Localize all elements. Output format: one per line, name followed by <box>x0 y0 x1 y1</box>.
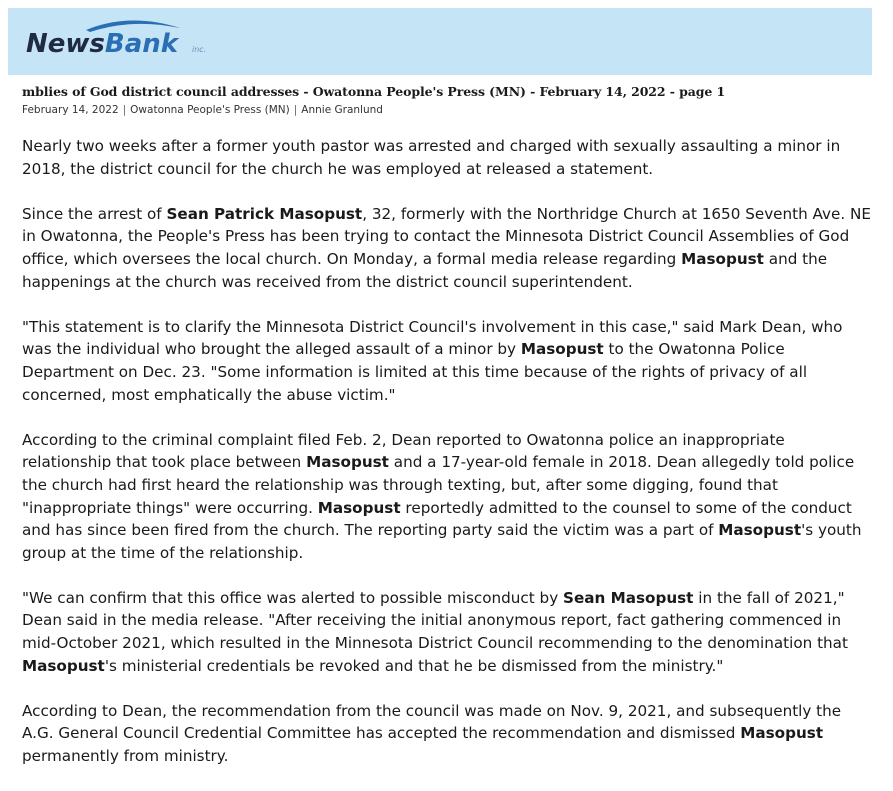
article-paragraph <box>22 587 874 677</box>
paragraph-text: According to the criminal complaint filed Feb. 2, Dean reported to Owatonna police an inappropriate relationship that took place between <box>22 430 785 472</box>
article-paragraph <box>22 135 874 180</box>
meta-separator: | <box>293 104 298 116</box>
meta-separator: | <box>122 104 127 116</box>
highlighted-term: Masopust <box>681 249 764 268</box>
article-paragraph <box>22 316 874 406</box>
paragraph-text: 's ministerial credentials be revoked and that he be dismissed from the ministry." <box>104 656 724 675</box>
paragraph-text: "This statement is to clarify the Minnesota District Council's involvement in this case," said Mark Dean, who was the individual who brought the alleged assault of a minor by <box>22 317 843 359</box>
highlighted-term: Masopust <box>317 498 401 517</box>
highlighted-term: Masopust <box>520 340 604 359</box>
paragraph-text: and a 17-year-old female in 2018. Dean allegedly told police the church had first heard the relationship was through texting, but, after some digging, found that "inappropriate things" were occurring. <box>22 453 855 517</box>
article-paragraph <box>22 429 874 565</box>
paragraph-text: permanently from ministry. <box>22 747 229 766</box>
logo-suffix: inc. <box>192 45 207 54</box>
paragraph-text: 's youth group at the time of the relationship. <box>22 521 862 562</box>
paragraph-text: in the fall of 2021," Dean said in the media release. "After receiving the initial anonymous report, fact gathering commenced in mid-October 2021, which resulted in the Minnesota District Council recommending to the denomination that <box>22 588 848 653</box>
highlighted-term: Masopust <box>718 521 802 540</box>
paragraph-text: Nearly two weeks after a former youth pastor was arrested and charged with sexually assaulting a minor in 2018, the district council for the church he was employed at released a statement. <box>22 137 841 178</box>
newsbank-logo[interactable] <box>20 18 220 66</box>
article-body <box>22 135 874 790</box>
article-date: February 14, 2022 <box>22 104 119 116</box>
paragraph-text: , 32, formerly with the Northridge Church at 1650 Seventh Ave. NE in Owatonna, the People's Press has been trying to contact the Minnesota District Council Assemblies of God office, which oversees the local church. On Monday, a formal media release regarding <box>22 204 871 268</box>
paragraph-text: According to Dean, the recommendation from the council was made on Nov. 9, 2021, and subsequently the A.G. General Council Credential Committee has accepted the recommendation and dismissed <box>22 701 842 743</box>
paragraph-text: to the Owatonna Police Department on Dec. 23. "Some information is limited at this time because of the rights of privacy of all concerned, most emphatically the abuse victim." <box>22 340 808 404</box>
article-author: Annie Granlund <box>301 104 383 116</box>
paragraph-text: reportedly admitted to the counsel to some of the conduct and has since been fired from the church. The reporting party said the victim was a part of <box>22 498 852 540</box>
paragraph-text: and the happenings at the church was received from the district council superintendent. <box>22 249 828 291</box>
paragraph-text: Since the arrest of <box>22 204 167 223</box>
paragraph-text: "We can confirm that this office was alerted to possible misconduct by <box>22 588 564 607</box>
newsbank-logo-graphic <box>20 18 220 66</box>
logo-text: NewsBank <box>26 29 179 59</box>
article-meta <box>22 104 383 116</box>
article-paragraph <box>22 700 874 768</box>
article-paragraph <box>22 203 874 293</box>
highlighted-term: Masopust <box>740 724 824 743</box>
article-headline: mblies of God district council addresses - Owatonna People's Press (MN) - February 14, 2022 - page 1 <box>22 84 726 99</box>
highlighted-term: Masopust <box>22 656 105 675</box>
highlighted-term: Sean Patrick Masopust <box>166 204 363 223</box>
highlighted-term: Sean Masopust <box>563 588 694 607</box>
highlighted-term: Masopust <box>306 453 389 472</box>
article-source: Owatonna People's Press (MN) <box>130 104 290 116</box>
